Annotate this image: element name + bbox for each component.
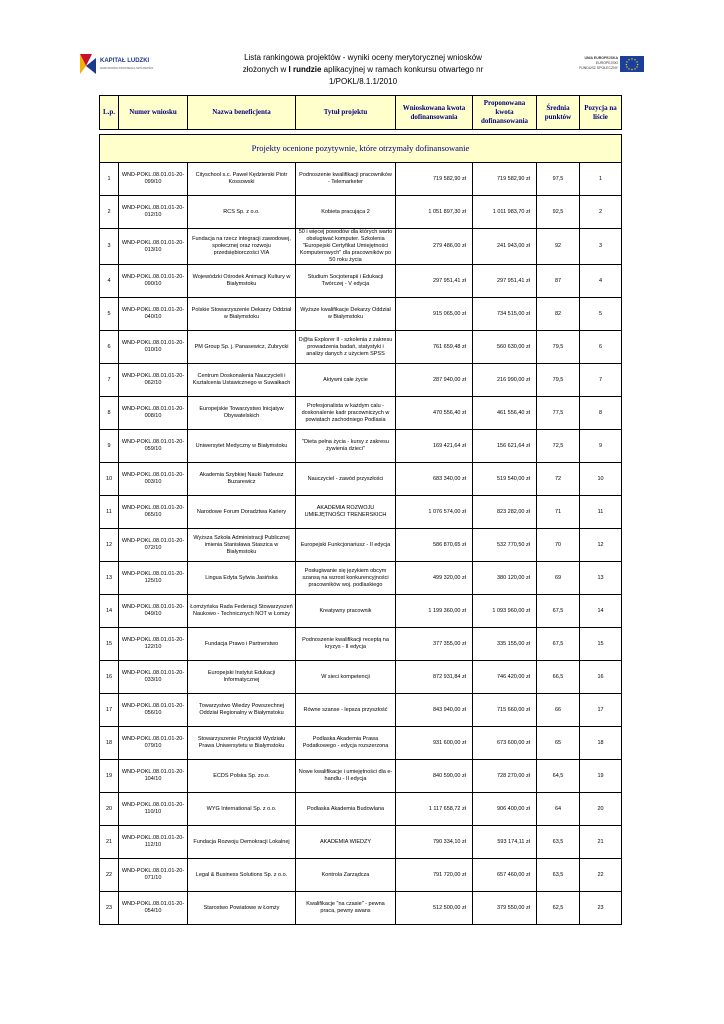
table-body xyxy=(100,130,622,925)
cell-proponowana-kwota: 532 770,50 zł xyxy=(473,529,537,562)
cell-numer-wniosku: WND-POKL.08.01.01-20-056/10 xyxy=(119,694,188,727)
table-row xyxy=(100,892,622,925)
cell-numer-wniosku: WND-POKL.08.01.01-20-099/10 xyxy=(119,163,188,196)
cell-srednia: 72 xyxy=(537,463,580,496)
cell-pozycja: 23 xyxy=(580,892,622,925)
cell-pozycja: 19 xyxy=(580,760,622,793)
cell-numer-wniosku: WND-POKL.08.01.01-20-033/10 xyxy=(119,661,188,694)
cell-wnioskowana-kwota: 1 117 658,72 zł xyxy=(396,793,473,826)
cell-tytul: Nowe kwalifikacje i umiejętności dla e-handlu - II edycja xyxy=(296,760,396,793)
cell-beneficjent: Cityschool s.c. Paweł Kędzierski Piotr Kossowski xyxy=(188,163,296,196)
cell-wnioskowana-kwota: 872 931,84 zł xyxy=(396,661,473,694)
cell-lp: 5 xyxy=(100,298,119,331)
cell-wnioskowana-kwota: 843 940,00 zł xyxy=(396,694,473,727)
table-row xyxy=(100,760,622,793)
cell-numer-wniosku: WND-POKL.08.01.01-20-049/10 xyxy=(119,595,188,628)
column-header-tytul-projektu: Tytuł projektu xyxy=(296,96,396,130)
cell-pozycja: 14 xyxy=(580,595,622,628)
cell-wnioskowana-kwota: 915 065,00 zł xyxy=(396,298,473,331)
cell-beneficjent: Legal & Business Solutions Sp. z o.o. xyxy=(188,859,296,892)
cell-lp: 2 xyxy=(100,196,119,229)
cell-srednia: 82 xyxy=(537,298,580,331)
cell-proponowana-kwota: 335 155,00 zł xyxy=(473,628,537,661)
cell-numer-wniosku: WND-POKL.08.01.01-20-071/10 xyxy=(119,859,188,892)
cell-tytul: Kobieta pracująca 2 xyxy=(296,196,396,229)
cell-tytul: Studium Socjoterapii i Edukacji Twórczej - V edycja xyxy=(296,265,396,298)
table-row xyxy=(100,694,622,727)
cell-srednia: 70 xyxy=(537,529,580,562)
cell-lp: 8 xyxy=(100,397,119,430)
cell-lp: 21 xyxy=(100,826,119,859)
cell-beneficjent: ECDS Polska Sp. zo.o. xyxy=(188,760,296,793)
eu-logo-line-1: UNIA EUROPEJSKA xyxy=(584,56,618,60)
cell-numer-wniosku: WND-POKL.08.01.01-20-122/10 xyxy=(119,628,188,661)
cell-srednia: 63,5 xyxy=(537,859,580,892)
cell-lp: 13 xyxy=(100,562,119,595)
cell-numer-wniosku: WND-POKL.08.01.01-20-013/10 xyxy=(119,229,188,265)
cell-srednia: 65 xyxy=(537,727,580,760)
cell-lp: 11 xyxy=(100,496,119,529)
cell-wnioskowana-kwota: 297 951,41 zł xyxy=(396,265,473,298)
cell-tytul: Nauczyciel - zawód przyszłości xyxy=(296,463,396,496)
cell-numer-wniosku: WND-POKL.08.01.01-20-079/10 xyxy=(119,727,188,760)
cell-srednia: 71 xyxy=(537,496,580,529)
cell-pozycja: 17 xyxy=(580,694,622,727)
cell-beneficjent: Europejskie Towarzystwo Inicjatyw Obywatelskich xyxy=(188,397,296,430)
table-row xyxy=(100,628,622,661)
cell-beneficjent: Europejski Instytut Edukacji Informatycznej xyxy=(188,661,296,694)
table-row xyxy=(100,196,622,229)
cell-srednia: 62,5 xyxy=(537,892,580,925)
cell-beneficjent: Narodowe Forum Doradztwa Kariery xyxy=(188,496,296,529)
table-row xyxy=(100,229,622,265)
cell-srednia: 79,5 xyxy=(537,331,580,364)
table-row xyxy=(100,826,622,859)
cell-numer-wniosku: WND-POKL.08.01.01-20-010/10 xyxy=(119,331,188,364)
cell-tytul: Podnoszenie kwalifikacji pracowników - Telemarketer xyxy=(296,163,396,196)
column-header-wnioskowana-kwota: Wnioskowana kwota dofinansowania xyxy=(396,96,473,130)
cell-pozycja: 1 xyxy=(580,163,622,196)
cell-pozycja: 3 xyxy=(580,229,622,265)
cell-beneficjent: RCS Sp. z o.o. xyxy=(188,196,296,229)
cell-numer-wniosku: WND-POKL.08.01.01-20-072/10 xyxy=(119,529,188,562)
cell-wnioskowana-kwota: 790 334,10 zł xyxy=(396,826,473,859)
cell-srednia: 64 xyxy=(537,793,580,826)
logo-left-subtitle: NARODOWA STRATEGIA SPÓJNOŚCI xyxy=(100,66,154,70)
eu-logo xyxy=(564,56,644,76)
cell-pozycja: 7 xyxy=(580,364,622,397)
cell-tytul: "Dieta pełna życia - kursy z zakresu żywienia dzieci" xyxy=(296,430,396,463)
cell-beneficjent: Centrum Doskonalenia Nauczycieli i Kształcenia Ustawicznego w Suwałkach xyxy=(188,364,296,397)
cell-lp: 12 xyxy=(100,529,119,562)
cell-numer-wniosku: WND-POKL.08.01.01-20-008/10 xyxy=(119,397,188,430)
cell-numer-wniosku: WND-POKL.08.01.01-20-065/10 xyxy=(119,496,188,529)
cell-numer-wniosku: WND-POKL.08.01.01-20-110/10 xyxy=(119,793,188,826)
cell-lp: 15 xyxy=(100,628,119,661)
cell-wnioskowana-kwota: 1 076 574,00 zł xyxy=(396,496,473,529)
cell-lp: 23 xyxy=(100,892,119,925)
document-title xyxy=(208,52,518,88)
cell-lp: 4 xyxy=(100,265,119,298)
column-header-lp: L.p. xyxy=(100,96,119,130)
cell-proponowana-kwota: 673 600,00 zł xyxy=(473,727,537,760)
cell-tytul: W sieci kompetencji xyxy=(296,661,396,694)
cell-srednia: 64,5 xyxy=(537,760,580,793)
cell-lp: 3 xyxy=(100,229,119,265)
cell-srednia: 63,5 xyxy=(537,826,580,859)
cell-pozycja: 2 xyxy=(580,196,622,229)
title-line-2-bold: I rundzie xyxy=(288,65,322,74)
cell-numer-wniosku: WND-POKL.08.01.01-20-125/10 xyxy=(119,562,188,595)
cell-lp: 22 xyxy=(100,859,119,892)
cell-beneficjent: Łomżyńska Rada Federacji Stowarzyszeń Naukowo - Technicznych NOT w Łomży xyxy=(188,595,296,628)
cell-wnioskowana-kwota: 512 500,00 zł xyxy=(396,892,473,925)
cell-pozycja: 16 xyxy=(580,661,622,694)
table-row xyxy=(100,430,622,463)
cell-pozycja: 15 xyxy=(580,628,622,661)
cell-lp: 7 xyxy=(100,364,119,397)
cell-srednia: 67,5 xyxy=(537,595,580,628)
cell-wnioskowana-kwota: 586 870,65 zł xyxy=(396,529,473,562)
cell-beneficjent: Uniwersytet Medyczny w Białymstoku xyxy=(188,430,296,463)
cell-lp: 10 xyxy=(100,463,119,496)
cell-tytul: Europejski Funkcjonariusz - II edycja xyxy=(296,529,396,562)
cell-lp: 20 xyxy=(100,793,119,826)
cell-beneficjent: Akademia Szybkiej Nauki Tadeusz Buzarewicz xyxy=(188,463,296,496)
cell-numer-wniosku: WND-POKL.08.01.01-20-003/10 xyxy=(119,463,188,496)
cell-proponowana-kwota: 719 582,90 zł xyxy=(473,163,537,196)
kapital-ludzki-logo-icon xyxy=(78,52,98,76)
table-row xyxy=(100,364,622,397)
cell-tytul: Wyższe kwalifikacje Dekarzy Oddział w Białymstoku xyxy=(296,298,396,331)
cell-wnioskowana-kwota: 1 051 897,30 zł xyxy=(396,196,473,229)
cell-lp: 18 xyxy=(100,727,119,760)
cell-srednia: 77,5 xyxy=(537,397,580,430)
cell-srednia: 92 xyxy=(537,229,580,265)
cell-wnioskowana-kwota: 287 940,00 zł xyxy=(396,364,473,397)
cell-proponowana-kwota: 906 400,00 zł xyxy=(473,793,537,826)
table-row xyxy=(100,331,622,364)
title-line-2 xyxy=(208,64,518,88)
cell-srednia: 66,5 xyxy=(537,661,580,694)
table-row xyxy=(100,859,622,892)
section-title: Projekty ocenione pozytywnie, które otrzymały dofinansowanie xyxy=(100,135,622,163)
cell-lp: 6 xyxy=(100,331,119,364)
kapital-ludzki-logo xyxy=(78,52,158,80)
cell-proponowana-kwota: 734 515,00 zł xyxy=(473,298,537,331)
cell-srednia: 87 xyxy=(537,265,580,298)
cell-beneficjent: Stowarzyszenie Przyjaciół Wydziału Prawa Uniwersytetu w Białymstoku xyxy=(188,727,296,760)
cell-wnioskowana-kwota: 683 340,00 zł xyxy=(396,463,473,496)
cell-tytul: AKADEMIA ROZWOJU UMIEJĘTNOŚCI TRENERSKICH xyxy=(296,496,396,529)
cell-numer-wniosku: WND-POKL.08.01.01-20-054/10 xyxy=(119,892,188,925)
cell-pozycja: 6 xyxy=(580,331,622,364)
cell-proponowana-kwota: 593 174,11 zł xyxy=(473,826,537,859)
eu-logo-text xyxy=(579,56,618,71)
cell-tytul: Podlaska Akademia Prawa Podatkowego - edycja rozszerzona xyxy=(296,727,396,760)
cell-proponowana-kwota: 715 660,00 zł xyxy=(473,694,537,727)
column-header-pozycja: Pozycja na liście xyxy=(580,96,622,130)
cell-wnioskowana-kwota: 931 600,00 zł xyxy=(396,727,473,760)
cell-tytul: 50 i więcej powodów dla których warto obsługiwać komputer. Szkolenia "Europejski Certyfikat Umiejętności Komputerowych" dla pracowników po 50 roku życia xyxy=(296,229,396,265)
table-row xyxy=(100,163,622,196)
column-header-nazwa-beneficjenta: Nazwa beneficjenta xyxy=(188,96,296,130)
cell-tytul: AKADEMIA WIEDZY xyxy=(296,826,396,859)
cell-wnioskowana-kwota: 470 556,40 zł xyxy=(396,397,473,430)
cell-wnioskowana-kwota: 719 582,90 zł xyxy=(396,163,473,196)
cell-lp: 14 xyxy=(100,595,119,628)
eu-logo-line-2: EUROPEJSKI xyxy=(595,61,618,65)
cell-tytul: Posługiwanie się językiem obcym szansą na wzrost konkurencyjności pracowników woj. podlaskiego xyxy=(296,562,396,595)
table-row xyxy=(100,463,622,496)
cell-pozycja: 21 xyxy=(580,826,622,859)
eu-logo-line-3: FUNDUSZ SPOŁECZNY xyxy=(579,66,618,70)
cell-pozycja: 12 xyxy=(580,529,622,562)
table-row xyxy=(100,727,622,760)
cell-pozycja: 22 xyxy=(580,859,622,892)
table-row xyxy=(100,298,622,331)
cell-pozycja: 20 xyxy=(580,793,622,826)
cell-proponowana-kwota: 216 990,00 zł xyxy=(473,364,537,397)
cell-pozycja: 5 xyxy=(580,298,622,331)
cell-beneficjent: Polskie Stowarzyszenie Dekarzy Oddział w Białymstoku xyxy=(188,298,296,331)
cell-wnioskowana-kwota: 840 590,00 zł xyxy=(396,760,473,793)
cell-beneficjent: Fundacja Rozwoju Demokracji Lokalnej xyxy=(188,826,296,859)
cell-proponowana-kwota: 297 951,41 zł xyxy=(473,265,537,298)
cell-lp: 17 xyxy=(100,694,119,727)
cell-pozycja: 18 xyxy=(580,727,622,760)
cell-numer-wniosku: WND-POKL.08.01.01-20-104/10 xyxy=(119,760,188,793)
cell-srednia: 97,5 xyxy=(537,163,580,196)
eu-flag-icon xyxy=(620,56,644,72)
title-line-2-end: aplikacyjnej w ramach konkursu otwartego nr 1/POKL/8.1.1/2010 xyxy=(321,65,484,86)
table-row xyxy=(100,793,622,826)
cell-tytul: Aktywni całe życie xyxy=(296,364,396,397)
cell-srednia: 66 xyxy=(537,694,580,727)
column-header-proponowana-kwota: Proponowana kwota dofinansowania xyxy=(473,96,537,130)
section-header-row xyxy=(100,135,622,163)
cell-beneficjent: Towarzystwo Wiedzy Powszechnej Oddział Regionalny w Białymstoku xyxy=(188,694,296,727)
cell-proponowana-kwota: 241 943,00 zł xyxy=(473,229,537,265)
cell-wnioskowana-kwota: 791 720,00 zł xyxy=(396,859,473,892)
column-header-numer-wniosku: Numer wniosku xyxy=(119,96,188,130)
cell-proponowana-kwota: 823 282,00 zł xyxy=(473,496,537,529)
cell-beneficjent: PM Group Sp. j. Panasewicz, Zubrycki xyxy=(188,331,296,364)
cell-wnioskowana-kwota: 377 355,00 zł xyxy=(396,628,473,661)
cell-proponowana-kwota: 519 540,00 zł xyxy=(473,463,537,496)
cell-srednia: 72,5 xyxy=(537,430,580,463)
table-row xyxy=(100,397,622,430)
cell-wnioskowana-kwota: 761 659,48 zł xyxy=(396,331,473,364)
cell-beneficjent: WYG International Sp. z o.o. xyxy=(188,793,296,826)
cell-proponowana-kwota: 380 120,00 zł xyxy=(473,562,537,595)
cell-proponowana-kwota: 560 630,00 zł xyxy=(473,331,537,364)
cell-beneficjent: Fundacja Prawo i Partnerstwo xyxy=(188,628,296,661)
cell-beneficjent: Lingua Edyta Sylwia Jasińska xyxy=(188,562,296,595)
cell-wnioskowana-kwota: 169 421,64 zł xyxy=(396,430,473,463)
cell-tytul: Kwalifikacje "na czasie" - pewna praca, pewny awans xyxy=(296,892,396,925)
cell-numer-wniosku: WND-POKL.08.01.01-20-112/10 xyxy=(119,826,188,859)
logo-left-name: KAPITAŁ LUDZKI xyxy=(100,58,150,64)
cell-beneficjent: Starostwo Powiatowe w Łomży xyxy=(188,892,296,925)
cell-proponowana-kwota: 156 621,64 zł xyxy=(473,430,537,463)
cell-srednia: 79,5 xyxy=(537,364,580,397)
cell-numer-wniosku: WND-POKL.08.01.01-20-062/10 xyxy=(119,364,188,397)
ranking-table xyxy=(99,95,622,925)
cell-numer-wniosku: WND-POKL.08.01.01-20-040/10 xyxy=(119,298,188,331)
cell-pozycja: 10 xyxy=(580,463,622,496)
cell-tytul: Podlaska Akademia Budowlana xyxy=(296,793,396,826)
cell-pozycja: 9 xyxy=(580,430,622,463)
cell-srednia: 69 xyxy=(537,562,580,595)
table-row xyxy=(100,496,622,529)
cell-proponowana-kwota: 379 550,00 zł xyxy=(473,892,537,925)
table-row xyxy=(100,595,622,628)
cell-pozycja: 4 xyxy=(580,265,622,298)
column-header-srednia-punktow: Średnia punktów xyxy=(537,96,580,130)
document-header xyxy=(78,50,644,86)
cell-numer-wniosku: WND-POKL.08.01.01-20-059/10 xyxy=(119,430,188,463)
cell-lp: 19 xyxy=(100,760,119,793)
cell-wnioskowana-kwota: 1 199 360,00 zł xyxy=(396,595,473,628)
cell-numer-wniosku: WND-POKL.08.01.01-20-012/10 xyxy=(119,196,188,229)
cell-beneficjent: Fundacja na rzecz integracji zawodowej, społecznej oraz rozwoju przedsiębiorczości VIA xyxy=(188,229,296,265)
cell-pozycja: 13 xyxy=(580,562,622,595)
cell-tytul: D@ta Explorer II - szkolenia z zakresu prowadzenia badań, statystyki i analizy danych z użyciem SPSS xyxy=(296,331,396,364)
cell-wnioskowana-kwota: 499 320,00 zł xyxy=(396,562,473,595)
cell-lp: 1 xyxy=(100,163,119,196)
cell-proponowana-kwota: 657 460,00 zł xyxy=(473,859,537,892)
cell-tytul: Kreatywny pracownik xyxy=(296,595,396,628)
table-row xyxy=(100,265,622,298)
cell-proponowana-kwota: 1 011 983,70 zł xyxy=(473,196,537,229)
cell-tytul: Kontrola Zarządcza xyxy=(296,859,396,892)
cell-numer-wniosku: WND-POKL.08.01.01-20-090/10 xyxy=(119,265,188,298)
cell-srednia: 92,5 xyxy=(537,196,580,229)
cell-proponowana-kwota: 461 556,40 zł xyxy=(473,397,537,430)
table-header-row xyxy=(100,96,622,130)
cell-proponowana-kwota: 746 420,00 zł xyxy=(473,661,537,694)
title-line-2-start: złożonych w xyxy=(242,65,289,74)
cell-proponowana-kwota: 1 093 960,00 zł xyxy=(473,595,537,628)
cell-tytul: Równe szanse - lepsza przyszłość xyxy=(296,694,396,727)
cell-lp: 9 xyxy=(100,430,119,463)
cell-lp: 16 xyxy=(100,661,119,694)
table-row xyxy=(100,661,622,694)
table-row xyxy=(100,529,622,562)
cell-tytul: Profesjonalista w każdym calu - doskonalenie kadr pracowniczych w powiatach zachodniego Podlasia xyxy=(296,397,396,430)
cell-beneficjent: Wojewódzki Ośrodek Animacji Kultury w Białymstoku xyxy=(188,265,296,298)
cell-pozycja: 8 xyxy=(580,397,622,430)
cell-proponowana-kwota: 728 270,00 zł xyxy=(473,760,537,793)
cell-tytul: Podnoszenie kwalifikacji receptą na kryzys - II edycja xyxy=(296,628,396,661)
cell-srednia: 67,5 xyxy=(537,628,580,661)
title-line-1: Lista rankingowa projektów - wyniki oceny merytorycznej wniosków xyxy=(244,53,482,62)
cell-beneficjent: Wyższa Szkoła Administracji Publicznej imienia Stanisława Staszica w Białymstoku xyxy=(188,529,296,562)
cell-wnioskowana-kwota: 279 486,00 zł xyxy=(396,229,473,265)
cell-pozycja: 11 xyxy=(580,496,622,529)
table-row xyxy=(100,562,622,595)
